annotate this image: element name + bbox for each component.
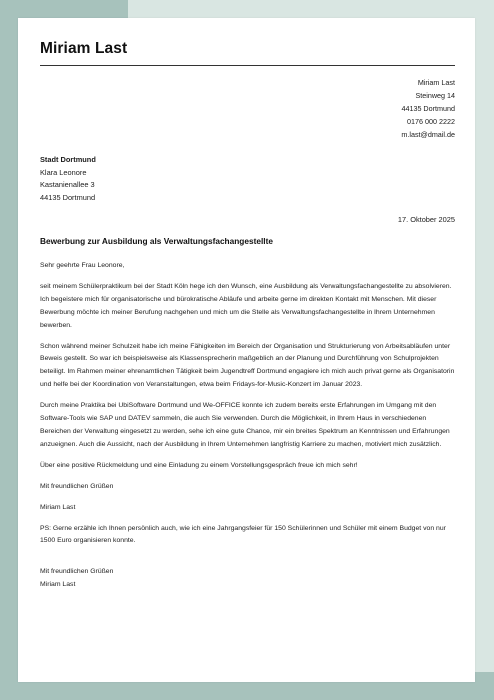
author-name-heading: Miriam Last [40, 40, 128, 57]
letter-date: 17. Oktober 2025 [397, 215, 455, 224]
sender-name: Miriam Last [417, 78, 455, 87]
signature-name-repeat: Miriam Last [40, 581, 76, 589]
recipient-city: 44135 Dortmund [40, 192, 96, 202]
recipient-contact: Klara Leonore [40, 167, 87, 177]
closing-repeat: Mit freundlichen Grüßen [40, 568, 114, 576]
sender-city: 44135 Dortmund [401, 104, 455, 113]
recipient-address-block [40, 154, 96, 204]
salutation: Sehr geehrte Frau Leonore, [40, 262, 125, 269]
signature-name: Miriam Last [40, 503, 76, 511]
sender-email: m.last@dmail.de [401, 130, 455, 139]
recipient-organization: Stadt Dortmund [40, 155, 96, 164]
postscript: PS: Gerne erzähle ich Ihnen persönlich auch, wie ich eine Jahrgangsfeier für 150 Schülerinnen und Schüler mit einem Budget von nur 1500 Euro organisieren konnte. [40, 524, 446, 545]
body-paragraph: Durch meine Praktika bei UbiSoftware Dortmund und We-OFFICE konnte ich zudem bereits erste Erfahrungen im Umgang mit den Software-Tools wie SAP und DATEV sammeln, die auch Sie verwenden. Durch die Möglichkeit, in Ihrem Haus in verschiedenen Bereichen der Verwaltung eingesetzt zu werden, sehe ich eine gute Chance, mir ein breites Spektrum an Kenntnissen und Erfahrungen anzueignen. Auch die Aussicht, nach der Ausbildung in Ihrem Unternehmen langfristig Karriere zu machen, motiviert mich zusätzlich. [40, 402, 450, 448]
subject-line: Bewerbung zur Ausbildung als Verwaltungsfachangestellte [40, 236, 273, 246]
recipient-street: Kastanienallee 3 [40, 180, 95, 190]
sender-phone: 0176 000 2222 [407, 117, 455, 126]
letter-page [18, 18, 475, 682]
sender-address-block [401, 76, 455, 141]
body-paragraph: Über eine positive Rückmeldung und eine Einladung zu einem Vorstellungsgespräch freue ich mich sehr! [40, 461, 358, 469]
body-paragraph: Schon während meiner Schulzeit habe ich meine Fähigkeiten im Bereich der Organisation und Strukturierung von Arbeitsabläufen unter Beweis gestellt. So war ich beispielsweise als Klassensprecherin maßgeblich an der Planung und Durchführung von Schulprojekten beteiligt. Im Rahmen meiner ehrenamtlichen Tätigkeit beim Jugendtreff Dortmund engagiere ich mich auch privat gerne als Organisatorin und helfe bei der Koordination von Veranstaltungen, etwa beim Fridays-for-Music-Konzert im Januar 2023. [40, 342, 455, 389]
header-divider [40, 65, 455, 66]
body-paragraph: seit meinem Schülerpraktikum bei der Stadt Köln hege ich den Wunsch, eine Ausbildung als Verwaltungsfachangestellte zu absolvieren. Ich begeistere mich für organisatorische und bürokratische Abläufe und arbeite gerne im direkten Kontakt mit Menschen. Mit dieser Bewerbung möchte ich meiner Berufung nachgehen und mich um die Stelle als Verwaltungsfachangestellte in Ihrem Unternehmen bewerben. [40, 282, 452, 329]
sender-street: Steinweg 14 [415, 91, 455, 100]
letter-body [40, 260, 456, 592]
closing: Mit freundlichen Grüßen [40, 482, 114, 490]
